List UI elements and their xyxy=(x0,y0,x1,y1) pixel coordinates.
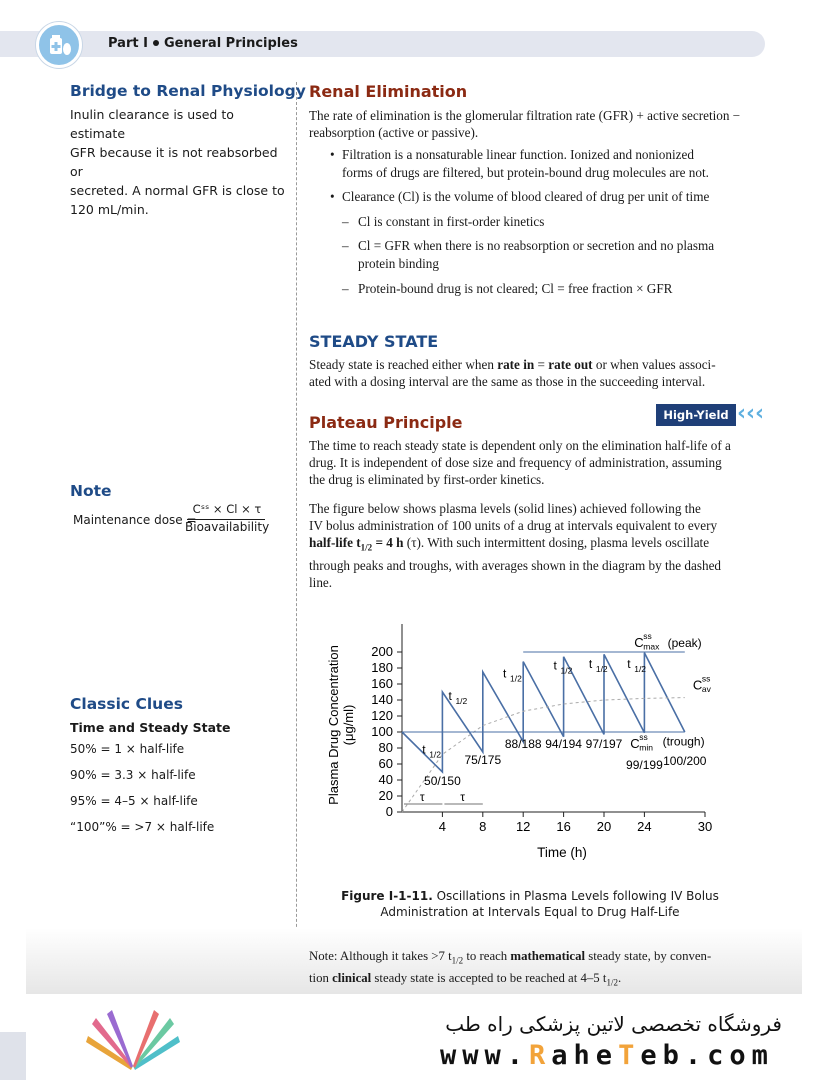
column-divider xyxy=(296,82,297,992)
text-bold: half-life t xyxy=(309,535,361,550)
cmax-sub: max xyxy=(643,641,660,652)
sub-line: Protein-bound drug is not cleared; Cl = free fraction × GFR xyxy=(358,281,673,296)
bullet-dot xyxy=(153,40,159,46)
caption-label: Figure I-1-11. xyxy=(341,889,433,903)
x-axis-label: Time (h) xyxy=(537,845,587,860)
cmin-label: C xyxy=(630,736,640,751)
cav-sup: ss xyxy=(701,673,711,684)
renal-intro xyxy=(309,107,764,141)
plateau-para-2 xyxy=(309,500,764,591)
y-tick-label: 120 xyxy=(371,708,393,723)
cav-sub: av xyxy=(701,684,711,694)
half-life-label: t xyxy=(422,742,426,757)
x-tick-label: 24 xyxy=(637,819,652,834)
half-life-sub: 1/2 xyxy=(595,664,608,674)
x-tick-label: 30 xyxy=(697,819,713,834)
x-tick-label: 20 xyxy=(596,819,612,834)
plateau-para-1 xyxy=(309,437,764,488)
x-tick-label: 12 xyxy=(515,819,531,834)
clue-item: “100”% = >7 × half-life xyxy=(70,820,215,834)
renal-bridge-heading: Bridge to Renal Physiology xyxy=(70,82,306,100)
half-life-label: t xyxy=(503,666,507,681)
steady-state-heading: STEADY STATE xyxy=(309,332,439,351)
x-tick-label: 4 xyxy=(438,819,447,834)
half-life-sub: 1/2 xyxy=(455,696,468,706)
y-tick-label: 140 xyxy=(371,692,393,707)
formula-numerator: Cˢˢ × Cl × τ xyxy=(192,502,262,516)
steady-line-2: ated with a dosing interval are the same as those in the succeeding interval. xyxy=(309,374,706,389)
y-tick-label: 200 xyxy=(371,644,393,659)
text-bold: = 4 h xyxy=(372,535,404,550)
dash-mark: – xyxy=(342,281,349,296)
y-axis-label: Plasma Drug Concentration xyxy=(326,645,341,805)
renal-intro-line: The rate of elimination is the glomerular filtration rate (GFR) + active secretion − xyxy=(309,108,741,123)
peak-label: (peak) xyxy=(667,636,702,651)
store-name: فروشگاه تخصصی لاتین پزشکی راه طب xyxy=(445,1012,782,1036)
cmin-sub: min xyxy=(639,742,653,753)
url-part: T xyxy=(618,1040,641,1071)
url-part: R xyxy=(529,1040,552,1071)
clearance-sub-3 xyxy=(342,280,673,298)
clues-list xyxy=(70,742,214,846)
renal-bridge-line: GFR because it is not reabsorbed or xyxy=(70,145,278,179)
clue-item: 50% = 1 × half-life xyxy=(70,742,185,756)
average-level-line xyxy=(402,698,685,812)
half-life-sub: 1/2 xyxy=(634,664,647,674)
tau-label: τ xyxy=(460,790,465,804)
text-sub: 1/2 xyxy=(451,955,464,966)
steady-line-1 xyxy=(309,356,764,373)
renal-bridge-line: secreted. A normal GFR is close to xyxy=(70,183,285,198)
footnote-line xyxy=(309,948,712,970)
tau-label: τ xyxy=(419,790,425,804)
renal-intro-line: reabsorption (active or passive). xyxy=(309,125,479,140)
plateau-line: The time to reach steady state is dependent only on the elimination half-life of a xyxy=(309,438,731,453)
sub-line: protein binding xyxy=(358,256,439,271)
part-label: Part I xyxy=(108,36,148,51)
sub-line: Cl is constant in first-order kinetics xyxy=(358,214,545,229)
y-tick-label: 20 xyxy=(378,788,393,803)
clearance-sub-1 xyxy=(342,213,545,231)
renal-bridge-text xyxy=(70,105,285,219)
y-tick-label: 40 xyxy=(378,772,393,787)
trough-label: (trough) xyxy=(662,734,705,749)
half-life-label: t xyxy=(448,689,452,703)
clearance-bullet xyxy=(330,188,710,206)
text-bold: clinical xyxy=(332,970,372,985)
note-heading: Note xyxy=(70,482,112,500)
caption-text: Oscillations in Plasma Levels following IV Bolus xyxy=(432,889,719,903)
trough-peak-label: 100/200 xyxy=(663,753,707,768)
text-bold: mathematical xyxy=(510,949,586,963)
trough-peak-label: 94/194 xyxy=(545,737,582,751)
plateau-line: IV bolus administration of 100 units of a drug at intervals equivalent to every xyxy=(309,518,718,533)
clearance-sub-2 xyxy=(342,237,715,273)
book-logo-icon xyxy=(68,1006,198,1076)
url-part: eb xyxy=(640,1040,685,1071)
formula-denominator: Bioavailability xyxy=(185,520,270,534)
figure-caption xyxy=(330,888,730,920)
plateau-line: The figure below shows plasma levels (solid lines) achieved following the xyxy=(309,501,701,516)
text-run: Note: Although it takes >7 t xyxy=(309,949,452,963)
clearance-line: Clearance (Cl) is the volume of blood cleared of drug per unit of time xyxy=(342,189,710,204)
text-run: (τ). With such intermittent dosing, plasma levels oscillate xyxy=(403,535,710,550)
classic-clues-heading: Classic Clues xyxy=(70,695,183,713)
plateau-line: through peaks and troughs, with averages shown in the diagram by the dashed xyxy=(309,557,722,573)
text-run: tion xyxy=(309,970,333,985)
renal-elimination-heading: Renal Elimination xyxy=(309,82,468,101)
clue-item: 90% = 3.3 × half-life xyxy=(70,768,196,782)
half-life-sub: 1/2 xyxy=(510,673,522,684)
chevron-left-icon: ‹ xyxy=(737,401,747,426)
y-tick-label: 180 xyxy=(371,660,393,675)
bullet-mark: • xyxy=(330,147,335,162)
y-tick-label: 160 xyxy=(371,676,393,691)
dash-mark: – xyxy=(342,238,349,253)
half-life-sub: 1/2 xyxy=(429,749,442,760)
half-life-label: t xyxy=(588,657,593,671)
text-sub: 1/2 xyxy=(606,977,618,988)
plateau-line: the drug is eliminated by first-order kinetics. xyxy=(309,472,545,487)
text-run: steady state, by conven- xyxy=(585,949,712,963)
plasma-level-figure xyxy=(322,620,742,875)
text-run: steady state is accepted to be reached at 4–5 t xyxy=(371,970,607,985)
url-part: .com xyxy=(684,1040,774,1071)
trough-peak-label: 99/199 xyxy=(626,757,663,772)
half-life-label: t xyxy=(553,658,557,673)
text-run: . xyxy=(617,970,622,985)
text-bold: rate out xyxy=(548,357,593,372)
trough-peak-label: 97/197 xyxy=(585,737,623,751)
footer-strip xyxy=(0,1032,26,1080)
text-run: or when values associ- xyxy=(592,357,716,372)
y-tick-label: 100 xyxy=(371,724,393,739)
cmax-sup: ss xyxy=(643,631,652,642)
footnote xyxy=(309,948,712,991)
text-bold: rate in xyxy=(497,357,535,372)
part-title: General Principles xyxy=(163,36,298,51)
plateau-line: drug. It is independent of dose size and frequency of administration, assuming xyxy=(309,455,722,470)
y-axis-unit: (μg/ml) xyxy=(341,704,356,746)
plateau-line xyxy=(309,534,764,557)
filtration-line: forms of drugs are filtered, but protein-bound drug molecules are not. xyxy=(342,165,709,180)
filtration-line: Filtration is a nonsaturable linear function. Ionized and nonionized xyxy=(342,147,694,162)
trough-peak-label: 75/175 xyxy=(464,753,502,767)
cav-label: C xyxy=(692,677,703,693)
text-run: = xyxy=(534,357,549,372)
sub-line: Cl = GFR when there is no reabsorption or secretion and no plasma xyxy=(358,238,715,253)
steady-state-text xyxy=(309,356,764,390)
plasma-level-chart xyxy=(322,620,742,870)
text-run: to reach xyxy=(463,949,511,963)
clues-subheading: Time and Steady State xyxy=(70,720,231,735)
caption-line xyxy=(330,888,730,904)
medicine-icon xyxy=(36,22,82,68)
chevron-left-icon: ‹ xyxy=(755,401,765,426)
high-yield-badge: High-Yield xyxy=(656,404,736,426)
plateau-line: line. xyxy=(309,574,333,590)
cmax-label: C xyxy=(634,635,644,651)
renal-bridge-line: Inulin clearance is used to estimate xyxy=(70,107,234,141)
trough-peak-label: 88/188 xyxy=(504,737,542,751)
renal-bridge-line: 120 mL/min. xyxy=(70,202,149,217)
filtration-bullet xyxy=(330,146,709,182)
cmin-sup: ss xyxy=(639,732,648,742)
footnote-line xyxy=(309,970,669,992)
chevron-left-icon: ‹ xyxy=(746,401,756,426)
text-sub: 1/2 xyxy=(360,542,373,553)
y-tick-label: 80 xyxy=(378,740,393,755)
y-tick-label: 60 xyxy=(378,756,393,771)
half-life-sub: 1/2 xyxy=(560,665,573,676)
half-life-label: t xyxy=(627,657,631,671)
plateau-heading: Plateau Principle xyxy=(309,413,463,432)
page-header xyxy=(108,36,298,51)
url-part: www. xyxy=(440,1040,530,1071)
store-url xyxy=(440,1040,774,1071)
url-part: ahe xyxy=(551,1040,619,1071)
caption-line: Administration at Intervals Equal to Drug Half-Life xyxy=(380,905,680,919)
x-tick-label: 16 xyxy=(556,819,571,834)
clue-item: 95% = 4–5 × half-life xyxy=(70,794,198,808)
trough-peak-label: 50/150 xyxy=(424,773,461,788)
x-tick-label: 8 xyxy=(479,819,487,834)
y-tick-label: 0 xyxy=(385,804,393,819)
formula-label: Maintenance dose = xyxy=(73,513,197,527)
dash-mark: – xyxy=(342,214,349,229)
bullet-mark: • xyxy=(330,189,335,204)
text-run: Steady state is reached either when xyxy=(309,357,498,372)
